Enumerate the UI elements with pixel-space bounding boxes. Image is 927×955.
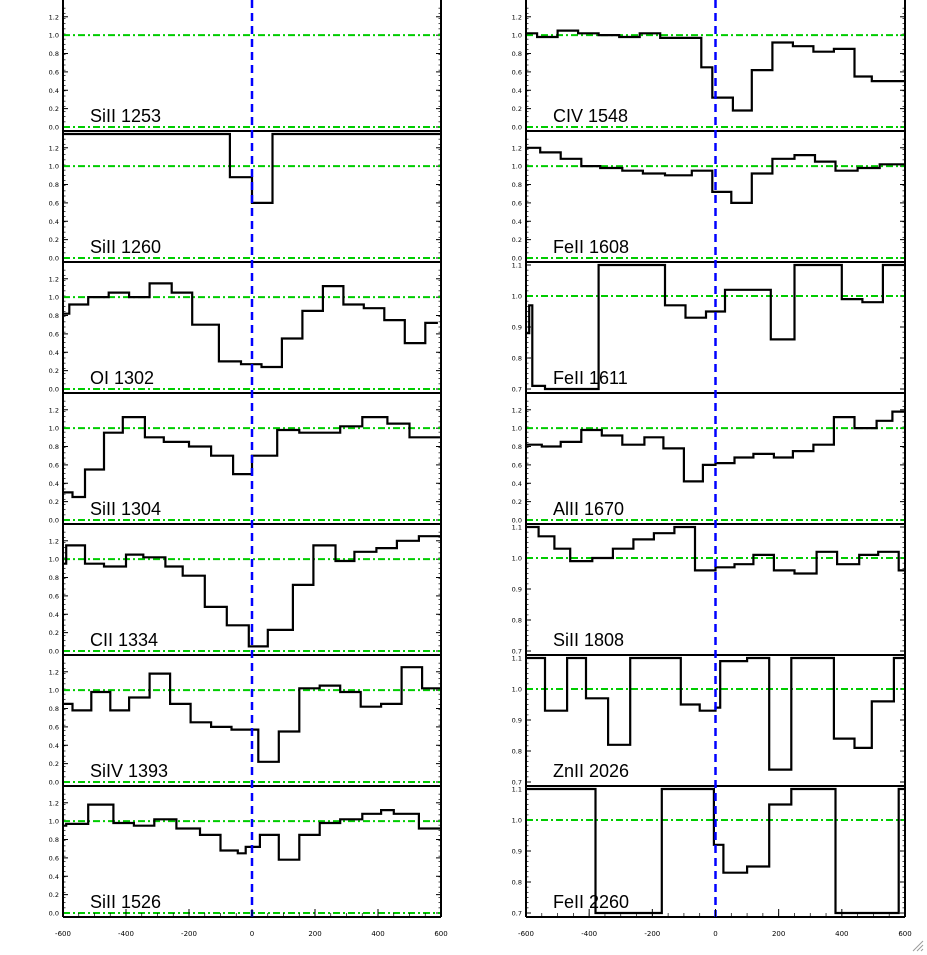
y-tick-label: 0.0: [48, 385, 59, 394]
y-tick-label: 1.0: [48, 817, 59, 826]
y-tick-label: 0.7: [511, 385, 522, 394]
y-tick-label: 0.2: [48, 760, 59, 769]
y-tick-label: 0.8: [511, 50, 522, 59]
y-tick-label: 0.2: [511, 105, 522, 114]
y-tick-label: 0.0: [48, 647, 59, 656]
x-tick-label: 400: [835, 930, 849, 938]
y-tick-label: 0.8: [511, 747, 522, 756]
y-tick-label: 0.4: [511, 86, 522, 95]
y-tick-label: 0.0: [48, 123, 59, 132]
y-tick-label: 0.0: [511, 123, 522, 132]
panel-label: SiII 1260: [90, 237, 162, 257]
x-tick-label: 0: [249, 930, 255, 938]
y-tick-label: 1.0: [511, 685, 522, 694]
y-tick-label: 0.8: [48, 574, 59, 583]
y-tick-label: 1.2: [48, 144, 59, 153]
panel-label: AlII 1670: [553, 499, 625, 519]
y-tick-label: 0.4: [511, 479, 522, 488]
y-tick-label: 0.2: [511, 236, 522, 245]
y-tick-label: 1.2: [48, 406, 59, 415]
panel-label: FeII 2260: [553, 892, 630, 912]
resize-grip-icon[interactable]: [910, 938, 924, 952]
y-tick-label: 0.8: [511, 354, 522, 363]
y-tick-label: 0.0: [48, 254, 59, 263]
x-tick-label: -400: [118, 930, 134, 938]
y-tick-label: 1.0: [511, 162, 522, 171]
y-tick-label: 0.8: [48, 705, 59, 714]
y-tick-label: 0.8: [511, 443, 522, 452]
y-tick-label: 0.6: [48, 330, 59, 339]
x-tick-label: -200: [644, 930, 661, 938]
y-tick-label: 0.6: [48, 199, 59, 208]
y-tick-label: 0.2: [48, 236, 59, 245]
y-tick-label: 0.8: [511, 616, 522, 625]
panel-label: CII 1334: [90, 630, 159, 650]
y-tick-label: 0.8: [48, 181, 59, 190]
y-tick-label: 0.6: [511, 199, 522, 208]
y-tick-label: 0.2: [48, 629, 59, 638]
y-tick-label: 0.8: [48, 50, 59, 59]
y-tick-label: 0.4: [48, 217, 59, 226]
y-tick-label: 0.0: [48, 909, 59, 918]
y-tick-label: 1.2: [48, 799, 59, 808]
y-tick-label: 0.6: [48, 592, 59, 601]
y-tick-label: 1.0: [511, 292, 522, 301]
panel-label: FeII 1608: [553, 237, 630, 257]
y-tick-label: 0.2: [48, 498, 59, 507]
y-tick-label: 0.6: [48, 461, 59, 470]
y-tick-label: 1.2: [511, 144, 522, 153]
y-tick-label: 0.8: [48, 836, 59, 845]
y-tick-label: 0.9: [511, 323, 522, 332]
panel-label: SiII 1526: [90, 892, 162, 912]
y-tick-label: 1.0: [48, 162, 59, 171]
y-tick-label: 0.7: [511, 778, 522, 787]
y-tick-label: 1.0: [48, 31, 59, 40]
y-tick-label: 1.1: [511, 654, 522, 663]
y-tick-label: 1.1: [511, 261, 522, 270]
y-tick-label: 1.2: [48, 668, 59, 677]
panel-label: SiII 1253: [90, 106, 162, 126]
panel-label: FeII 1611: [553, 368, 628, 388]
x-tick-label: -400: [581, 930, 598, 938]
y-tick-label: 0.6: [511, 68, 522, 77]
y-tick-label: 0.9: [511, 847, 522, 856]
y-tick-label: 0.4: [48, 348, 59, 357]
y-tick-label: 0.2: [48, 367, 59, 376]
y-tick-label: 1.0: [48, 293, 59, 302]
y-tick-label: 1.2: [48, 13, 59, 22]
y-tick-label: 0.4: [48, 872, 59, 881]
y-tick-label: 0.8: [48, 312, 59, 321]
y-tick-label: 1.2: [48, 275, 59, 284]
panel-label: ZnII 2026: [553, 761, 630, 781]
y-tick-label: 0.0: [48, 778, 59, 787]
y-tick-label: 0.8: [511, 878, 522, 887]
panel-label: OI 1302: [90, 368, 155, 388]
y-tick-label: 1.0: [48, 686, 59, 695]
y-tick-label: 1.0: [511, 816, 522, 825]
y-tick-label: 0.4: [48, 610, 59, 619]
panel-label: SiIV 1393: [90, 761, 169, 781]
x-tick-label: -200: [181, 930, 197, 938]
y-tick-label: 1.2: [511, 406, 522, 415]
y-tick-label: 0.4: [48, 86, 59, 95]
y-tick-label: 0.6: [48, 854, 59, 863]
y-tick-label: 0.0: [511, 516, 522, 525]
panel-label: CIV 1548: [553, 106, 629, 126]
y-tick-label: 1.2: [511, 13, 522, 22]
y-tick-label: 1.2: [48, 537, 59, 546]
y-tick-label: 1.1: [511, 785, 522, 794]
y-tick-label: 0.7: [511, 647, 522, 656]
x-tick-label: -600: [55, 930, 71, 938]
panel-label: SiII 1808: [553, 630, 625, 650]
y-tick-label: 0.9: [511, 716, 522, 725]
y-tick-label: 0.2: [511, 498, 522, 507]
y-tick-label: 1.0: [48, 555, 59, 564]
y-tick-label: 0.2: [48, 891, 59, 900]
y-tick-label: 1.0: [48, 424, 59, 433]
x-tick-label: 600: [898, 930, 912, 938]
y-tick-label: 0.6: [511, 461, 522, 470]
y-tick-label: 0.8: [511, 181, 522, 190]
y-tick-label: 1.0: [511, 31, 522, 40]
y-tick-label: 0.0: [48, 516, 59, 525]
y-tick-label: 1.0: [511, 554, 522, 563]
y-tick-label: 0.6: [48, 723, 59, 732]
y-tick-label: 0.6: [48, 68, 59, 77]
y-tick-label: 1.0: [511, 424, 522, 433]
y-tick-label: 0.4: [511, 217, 522, 226]
y-tick-label: 0.0: [511, 254, 522, 263]
x-tick-label: 600: [434, 930, 448, 938]
y-tick-label: 0.2: [48, 105, 59, 114]
panel-label: SiII 1304: [90, 499, 162, 519]
x-tick-label: -600: [518, 930, 534, 938]
y-tick-label: 0.9: [511, 585, 522, 594]
y-tick-label: 0.4: [48, 741, 59, 750]
y-tick-label: 0.4: [48, 479, 59, 488]
x-tick-label: 200: [308, 930, 322, 938]
x-tick-label: 200: [771, 930, 786, 938]
y-tick-label: 0.7: [511, 909, 522, 918]
x-tick-label: 0: [713, 930, 718, 938]
y-tick-label: 1.1: [511, 523, 522, 532]
x-tick-label: 400: [371, 930, 385, 938]
y-tick-label: 0.8: [48, 443, 59, 452]
